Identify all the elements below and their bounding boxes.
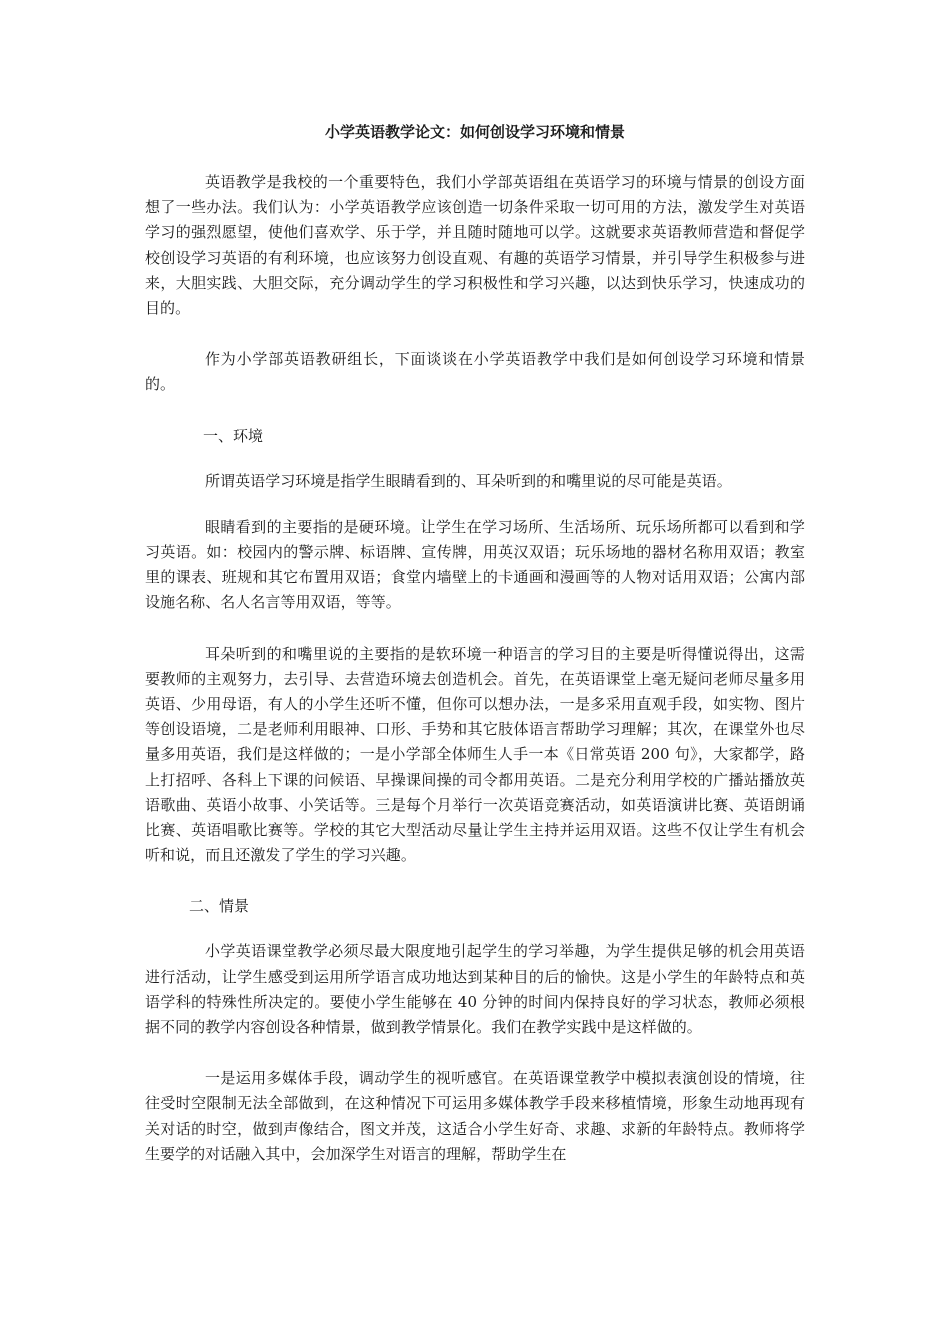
section-heading-scenario: 二、情景 <box>189 897 250 916</box>
paragraph-overview: 作为小学部英语教研组长，下面谈谈在小学英语教学中我们是如何创设学习环境和情景的。 <box>145 350 805 394</box>
document-body <box>145 122 805 1193</box>
document-title: 小学英语教学论文：如何创设学习环境和情景 <box>324 123 625 141</box>
paragraph-environment-definition: 所谓英语学习环境是指学生眼睛看到的、耳朵听到的和嘴里说的尽可能是英语。 <box>205 471 732 490</box>
paragraph-intro: 英语教学是我校的一个重要特色，我们小学部英语组在英语学习的环境与情景的创设方面想了一些办法。我们认为：小学英语教学应该创造一切条件采取一切可用的方法，激发学生对英语学习的强烈愿望，使他们喜欢学、乐于学，并且随时随地可以学。这就要求英语教师营造和督促学校创设学习英语的有利环境，也应该努力创设直观、有趣的英语学习情景，并引导学生积极参与进来，大胆实践、大胆交际，充分调动学生的学习积极性和学习兴趣，以达到快乐学习，快速成功的目的。 <box>145 173 805 318</box>
section-heading-environment: 一、环境 <box>203 426 264 445</box>
paragraph-soft-environment: 耳朵听到的和嘴里说的主要指的是软环境一种语言的学习目的主要是听得懂说得出，这需要教师的主观努力，去引导、去营造环境去创造机会。首先，在英语课堂上毫无疑问老师尽量多用英语、少用母语，有人的小学生还听不懂，但你可以想办法，一是多采用直观手段，如实物、图片等创设语境，二是老师利用眼神、口形、手势和其它肢体语言帮助学习理解；其次，在课堂外也尽量多用英语，我们是这样做的；一是小学部全体师生人手一本《日常英语 200 句》，大家都学，路上打招呼、各科上下课的问候语、早操课间操的司令都用英语。二是充分利用学校的广播站播放英语歌曲、英语小故事、小笑话等。三是每个月举行一次英语竞赛活动，如英语演讲比赛、英语朗诵比赛、英语唱歌比赛等。学校的其它大型活动尽量让学生主持并运用双语。这些不仅让学生有机会听和说，而且还激发了学生的学习兴趣。 <box>145 644 805 865</box>
paragraph-scenario-intro: 小学英语课堂教学必须尽最大限度地引起学生的学习举趣，为学生提供足够的机会用英语进行活动，让学生感受到运用所学语言成功地达到某种目的后的愉快。这是小学生的年龄特点和英语学科的特殊性所决定的。要使小学生能够在 40 分钟的时间内保持良好的学习状态，教师必须根据不同的教学内容创设各种情景，做到教学情景化。我们在教学实践中是这样做的。 <box>145 942 805 1037</box>
paragraph-hard-environment: 眼睛看到的主要指的是硬环境。让学生在学习场所、生活场所、玩乐场所都可以看到和学习英语。如：校园内的警示牌、标语牌、宣传牌，用英汉双语；玩乐场地的器材名称用双语；教室里的课表、班规和其它布置用双语；食堂内墙壁上的卡通画和漫画等的人物对话用双语；公寓内部设施名称、名人名言等用双语，等等。 <box>145 517 805 612</box>
paragraph-multimedia: 一是运用多媒体手段，调动学生的视听感官。在英语课堂教学中模拟表演创设的情境，往往受时空限制无法全部做到，在这种情况下可运用多媒体教学手段来移植情境，形象生动地再现有关对话的时空，做到声像结合，图文并茂，这适合小学生好奇、求趣、求新的年龄特点。教师将学生要学的对话融入其中，会加深学生对语言的理解，帮助学生在 <box>145 1069 805 1163</box>
